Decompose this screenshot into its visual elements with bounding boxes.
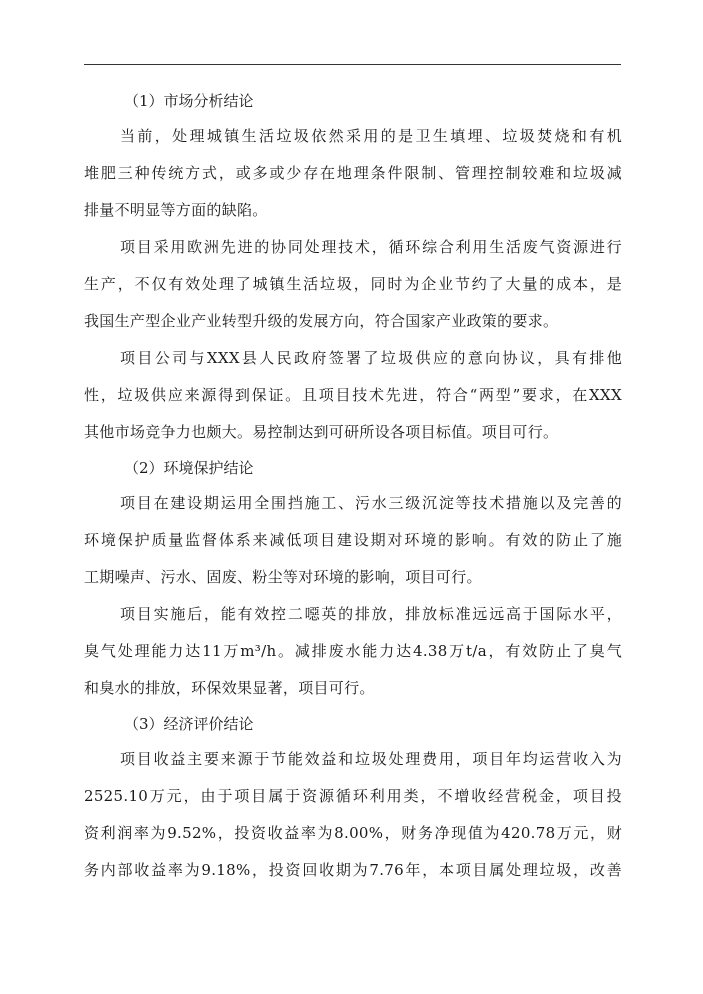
paragraph (84, 340, 622, 451)
paragraph (84, 118, 622, 229)
document-body (84, 84, 622, 889)
paragraph-line: 工期噪声、污水、固废、粉尘等对环境的影响，项目可行。 (84, 568, 482, 586)
paragraph-line: 项目在建设期运用全围挡施工、污水三级沉淀等技术措施以及完善的 (120, 494, 622, 512)
paragraph (84, 596, 622, 707)
paragraph-line: 当前，处理城镇生活垃圾依然采用的是卫生填埋、垃圾焚烧和有机 (120, 127, 622, 145)
paragraph-line: 项目公司与XXX县人民政府签署了垃圾供应的意向协议，具有排他 (120, 349, 622, 367)
header-rule (84, 64, 621, 65)
paragraph-line: 资利润率为9.52%，投资收益率为8.00%，财务净现值为420.78万元，财 (84, 824, 622, 842)
paragraph-line: 臭气处理能力达11万m³/h。减排废水能力达4.38万t/a，有效防止了臭气 (84, 642, 622, 660)
paragraph-line: 生产，不仅有效处理了城镇生活垃圾，同时为企业节约了大量的成本，是 (84, 275, 622, 293)
section-heading-market: （1）市场分析结论 (124, 92, 254, 110)
section-heading-environment: （2）环境保护结论 (124, 459, 254, 477)
paragraph-line: 堆肥三种传统方式，或多或少存在地理条件限制、管理控制较难和垃圾减 (84, 164, 622, 182)
paragraph-line: 和臭水的排放，环保效果显著，项目可行。 (84, 679, 375, 697)
paragraph-line: 项目实施后，能有效控二噁英的排放，排放标准远远高于国际水平， (120, 605, 622, 623)
paragraph (84, 229, 622, 340)
paragraph-line: 性，垃圾供应来源得到保证。且项目技术先进，符合“两型”要求，在XXX (84, 386, 622, 404)
paragraph-line: 我国生产型企业产业转型升级的发展方向，符合国家产业政策的要求。 (84, 312, 559, 330)
paragraph-line: 其他市场竞争力也颇大。易控制达到可研所设各项目标值。项目可行。 (84, 423, 559, 441)
paragraph (84, 741, 622, 889)
paragraph-line: 环境保护质量监督体系来减低项目建设期对环境的影响。有效的防止了施 (84, 531, 622, 549)
paragraph (84, 485, 622, 596)
paragraph-line: 2525.10万元，由于项目属于资源循环利用类，不增收经营税金，项目投 (84, 787, 622, 805)
paragraph-line: 务内部收益率为9.18%，投资回收期为7.76年，本项目属处理垃圾，改善 (84, 861, 622, 879)
paragraph-line: 项目收益主要来源于节能效益和垃圾处理费用，项目年均运营收入为 (120, 750, 622, 768)
paragraph-line: 排量不明显等方面的缺陷。 (84, 201, 268, 219)
section-heading-economics: （3）经济评价结论 (124, 715, 254, 733)
paragraph-line: 项目采用欧洲先进的协同处理技术，循环综合利用生活废气资源进行 (120, 238, 622, 256)
